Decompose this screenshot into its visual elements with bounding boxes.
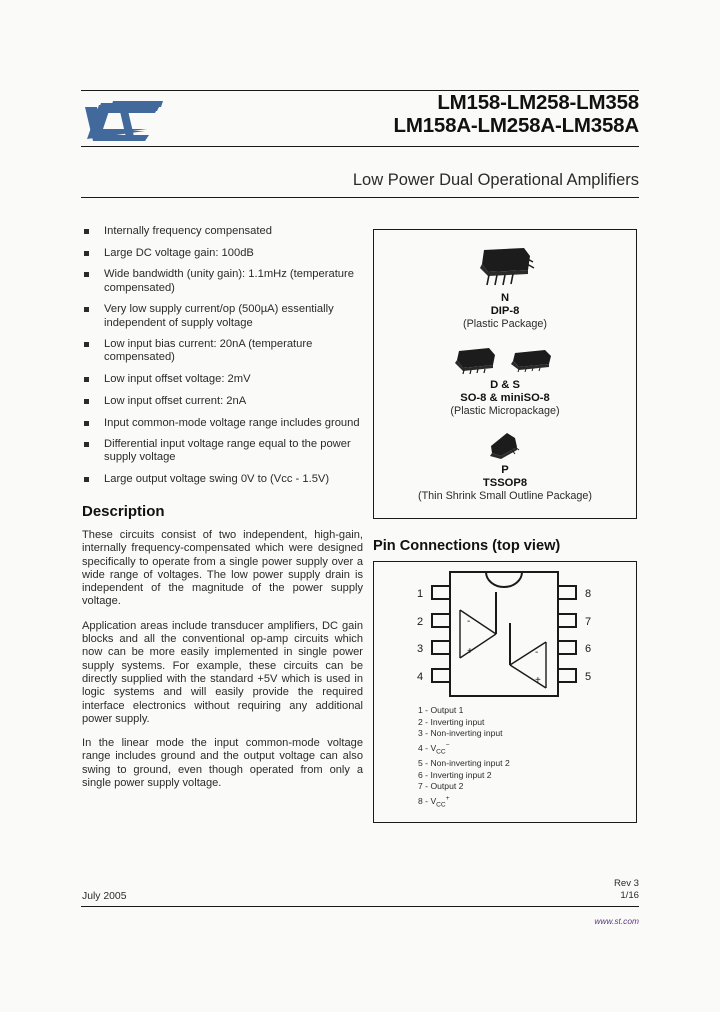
package-entry: [374, 379, 636, 418]
pin-list-item: [418, 705, 510, 717]
feature-text: Input common-mode voltage range includes ground: [104, 416, 360, 429]
pin-label: $V_{CC}^+$: [430, 794, 450, 809]
svg-text:2: 2: [416, 616, 424, 628]
svg-text:+: +: [467, 646, 473, 657]
feature-text: Internally frequency compensated: [104, 225, 272, 237]
pin-label: Inverting input 2: [430, 769, 492, 780]
package-name: SO-8 & miniSO-8: [460, 392, 550, 404]
feature-text: Differential input voltage range equal to the power supply voltage: [104, 438, 351, 464]
pin-number: 5: [418, 757, 423, 768]
bullet-square-icon: [84, 342, 89, 347]
pin-dash: -: [425, 795, 429, 806]
svg-text:8: 8: [584, 588, 592, 600]
document-title: [394, 92, 639, 138]
pin-label: Output 1: [430, 705, 464, 715]
tssop8-package-icon: [374, 430, 636, 465]
title-line-1: LM158-LM258-LM358: [437, 91, 639, 114]
pin-number: 1: [418, 705, 423, 715]
bullet-square-icon: [84, 421, 89, 426]
footer-date: July 2005: [82, 891, 127, 902]
pin-label: Inverting input: [430, 716, 485, 727]
feature-text: Low input offset voltage: 2mV: [104, 373, 251, 386]
features-list: [82, 225, 370, 495]
feature-item: [82, 417, 370, 430]
pin-dash: -: [425, 705, 429, 715]
feature-text: Large output voltage swing 0V to (Vcc - 1.5V): [104, 473, 330, 486]
st-logo: [83, 97, 165, 141]
revision-label: Rev 3: [613, 878, 639, 889]
feature-text: Large DC voltage gain: 100dB: [104, 246, 254, 259]
pin-number: 8: [418, 795, 423, 806]
so8-miniso8-package-icon: [374, 345, 636, 380]
pin-list-item: [418, 793, 510, 811]
feature-item: [82, 268, 370, 294]
package-name: TSSOP8: [482, 477, 528, 489]
pin-label: $V_{CC}^-$: [430, 741, 450, 756]
pin-number: 4: [418, 742, 423, 753]
svg-text:-: -: [467, 616, 471, 627]
feature-text: Wide bandwidth (unity gain): 1.1mHz (temperature compensated): [104, 268, 354, 294]
bullet-square-icon: [84, 377, 89, 382]
package-code: N: [500, 292, 510, 304]
description-paragraph: In the linear mode the input common-mode voltage range includes ground and the output voltage can also swing to ground, even though operated from only a single power supply voltage.: [82, 737, 363, 790]
bullet-square-icon: [84, 272, 89, 277]
package-subtitle: (Plastic Micropackage): [450, 405, 560, 417]
description-heading: Description: [82, 503, 165, 520]
feature-item: [82, 373, 370, 386]
dip8-pinout-diagram: [374, 564, 636, 704]
document-subtitle: Low Power Dual Operational Amplifiers: [352, 171, 639, 189]
feature-item: [82, 303, 370, 329]
description-paragraph: Application areas include transducer amplifiers, DC gain blocks and all the conventional op-amp circuits which now can be more easily implemented in single power supply systems. For example, these circuits can be directly supplied with the standard +5V which is used in logic systems and will easily provide the required interface electronics without requiring any additional power supply.: [82, 619, 363, 725]
svg-text:-: -: [535, 647, 539, 658]
bullet-square-icon: [84, 442, 89, 447]
pin-function-list: [418, 705, 510, 811]
feature-item: [82, 225, 370, 238]
pin-list-item: [418, 770, 510, 782]
svg-text:4: 4: [416, 671, 424, 683]
pin-list-item: [418, 717, 510, 729]
footer-rule: [81, 906, 639, 907]
bullet-square-icon: [84, 477, 89, 482]
pin-list-item: [418, 740, 510, 758]
feature-text: Low input bias current: 20nA (temperature compensated): [104, 338, 313, 364]
svg-text:7: 7: [584, 616, 592, 628]
feature-item: [82, 473, 370, 486]
feature-item: [82, 338, 370, 364]
description-paragraph: These circuits consist of two independent, high-gain, internally frequency-compensated which were designed specifically to operate from a single power supply over a wide range of voltages. The low power supply drain is independent of the magnitude of the power supply voltage.: [82, 529, 363, 608]
dip8-package-icon: [374, 244, 636, 293]
package-name: DIP-8: [490, 305, 520, 317]
pin-label: Non-inverting input: [430, 728, 503, 739]
pin-number: 2: [418, 716, 423, 727]
package-entry: [374, 464, 636, 503]
pin-list-item: [418, 781, 510, 793]
header-rule-bottom: [81, 197, 639, 198]
pin-list-item: [418, 758, 510, 770]
package-subtitle: (Thin Shrink Small Outline Package): [417, 490, 593, 502]
bullet-square-icon: [84, 229, 89, 234]
pin-label: Non-inverting input 2: [430, 757, 510, 768]
svg-text:6: 6: [584, 643, 592, 655]
feature-item: [82, 438, 370, 464]
bullet-square-icon: [84, 251, 89, 256]
page-number: 1/16: [620, 889, 639, 901]
bullet-square-icon: [84, 307, 89, 312]
package-code: P: [501, 464, 509, 476]
pin-connections-box: [373, 561, 637, 823]
bullet-square-icon: [84, 399, 89, 404]
pin-dash: -: [425, 769, 429, 780]
pin-number: 3: [418, 728, 423, 739]
pin-list-item: [418, 728, 510, 740]
pin-dash: -: [425, 781, 429, 792]
pin-number: 7: [418, 781, 423, 792]
feature-item: [82, 247, 370, 260]
pin-dash: -: [425, 728, 429, 739]
svg-text:5: 5: [584, 671, 592, 683]
package-entry: [374, 292, 636, 331]
package-code: D & S: [490, 379, 520, 391]
pin-dash: -: [425, 742, 429, 753]
pin-dash: -: [425, 716, 429, 727]
package-types-box: [373, 229, 637, 519]
pin-label: Output 2: [430, 781, 464, 792]
footer-url[interactable]: www.st.com: [594, 916, 639, 926]
footer-revision-block: [614, 878, 639, 901]
description-body: [82, 529, 363, 801]
svg-text:+: +: [535, 675, 541, 686]
feature-text: Low input offset current: 2nA: [104, 394, 247, 407]
feature-item: [82, 395, 370, 408]
svg-text:3: 3: [416, 643, 424, 655]
feature-text: Very low supply current/op (500µA) essentially independent of supply voltage: [104, 303, 334, 329]
svg-text:1: 1: [416, 588, 424, 600]
pin-dash: -: [425, 757, 429, 768]
pin-number: 6: [418, 769, 423, 780]
package-subtitle: (Plastic Package): [462, 318, 547, 330]
pin-connections-heading: Pin Connections (top view): [373, 538, 561, 554]
header-rule-middle: [81, 146, 639, 147]
title-line-2: LM158A-LM258A-LM358A: [393, 113, 639, 137]
